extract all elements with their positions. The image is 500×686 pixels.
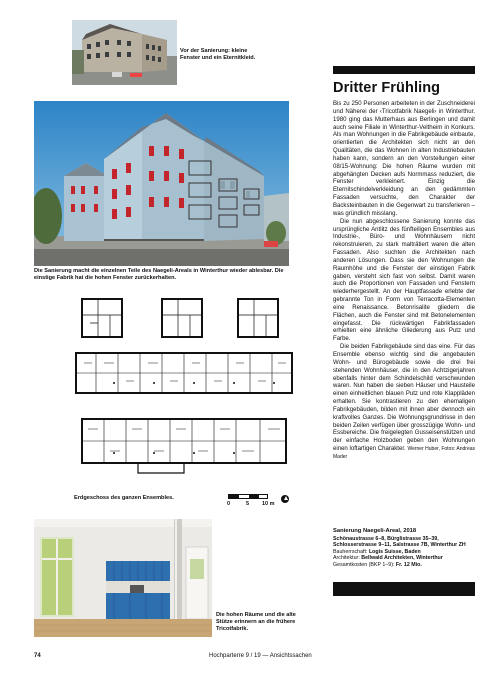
scale-label-0: 0 bbox=[227, 501, 231, 507]
scale-bar-fill bbox=[229, 495, 239, 498]
north-arrow-notch bbox=[284, 496, 288, 500]
project-address-line-2: Schlosserstrasse 9–11, Salstrasse 7B, Winterthur ZH bbox=[333, 542, 466, 549]
article-credit: Werner Huber, Fotos: Andreas Mader bbox=[333, 446, 476, 460]
ground-floor-plan bbox=[74, 293, 294, 493]
article-title: Dritter Frühling bbox=[333, 80, 441, 96]
bauherrschaft-row bbox=[333, 549, 475, 556]
project-address-line-1: Schönaustrasse 6–8, Bürglistrasse 35–39, bbox=[333, 535, 439, 542]
info-bottom-rule bbox=[333, 582, 475, 596]
article-paragraph-3-text: Die beiden Fabrikgebäude sind das eine. Für das Ensemble ebenso wichtig sind die angebauten Wohn- und Bürogebäude sowie die drei frei stehenden Wohnhäuser, die in den Achtzigerjahren ebenfalls hinter dem Schindelschild verschwunden waren. Nun haben die sieben Häuser und Hausteile einen einheitlichen blauen Putz und rote Klappläden erhalten. Sie kontrastieren zu den ehemaligen Fabrikgebäuden, bilden mit ihnen aber dennoch ein kraftvolles Ganzes. Die Wohnungsgrundrisse in den beiden Zeilen verfügen über grosszügige Wohn- und Essbereiche. Die freigelegten Gusseisenstützen und der einfache Holzboden geben den Wohnungen einen loftartigen Charakter. bbox=[333, 344, 475, 453]
scale-bar bbox=[228, 494, 268, 499]
scale-bar-fill-2 bbox=[249, 495, 259, 498]
main-photo-caption: Die Sanierung macht die einzelnen Teile des Naegeli-Areals in Winterthur wieder ablesbar. Die einstige Fabrik hat die hohen Fenster zurückerhalten. bbox=[34, 268, 284, 281]
north-arrow-icon bbox=[281, 495, 289, 503]
footer-magazine: Hochparterre 9 / 19 bbox=[209, 653, 261, 659]
article-paragraph-3 bbox=[333, 344, 475, 462]
page-number: 74 bbox=[34, 653, 41, 659]
interior-photo bbox=[34, 519, 212, 637]
architektur-value: Bellwald Architekten, Winterthur bbox=[361, 555, 443, 562]
footer-section: Ansichtssachen bbox=[269, 653, 312, 659]
kosten-row bbox=[333, 562, 475, 569]
title-rule bbox=[333, 66, 475, 74]
project-info-heading: Sanierung Naegeli-Areal, 2018 bbox=[333, 528, 417, 534]
before-renovation-caption: Vor der Sanierung: kleine Fenster und ein Eternitkleid. bbox=[180, 48, 256, 61]
plan-caption: Erdgeschoss des ganzen Ensembles. bbox=[74, 495, 174, 501]
article-paragraph-1: Bis zu 250 Personen arbeiteten in der Zuschneiderei und Näherei der ‹Tricotfabrik Naegeli› in Winterthur. 1980 ging das Mutterhaus aus Berlingen und damit auch seine Filiale in Winterthur-Veltheim in Konkurs. Als man Wohnungen in die Fabrikgebäude einbaute, orientierten die Architekten sich nicht an den Qualitäten, die das Wohnen in alten Industriebauten haben kann, sondern an den Vorstellungen einer 08/15-Wohnung: Die hohen Räume wurden mit abgehängten Decken aufs Normmass reduziert, die Fenster verkleinert. Einzig die Eternitschindelverkleidung an den gedämmten Fassaden versuchte, den Charakter der Backsteinbauten in die Gegenwart zu transferieren – was gründlich misslang. bbox=[333, 101, 475, 217]
scale-label-10: 10 m bbox=[262, 501, 275, 507]
article-body bbox=[333, 101, 475, 462]
kosten-label: Gesamtkosten (BKP 1–9): bbox=[333, 561, 395, 568]
bauherrschaft-value: Logis Suisse, Baden bbox=[368, 548, 421, 555]
footer-magazine-line bbox=[209, 653, 312, 659]
article-paragraph-2: Die nun abgeschlossene Sanierung konnte das ursprüngliche Antlitz des fünfteiligen Ensembles aus Industrie-, Büro- und Wohnhäusern nicht rekonstruieren, zu stark malträtiert waren die alten Fassaden. Also suchten die Architekten nach anderen Lösungen. Dass sie den Wohnungen die Raumhöhe und die Fenster der einstigen Fabrik gaben, versteht sich fast von selbst. Damit waren auch die Proportionen von Fassaden und Fenstern wiederhergestellt. An der Hauptfassade erlebte der gebrannte Ton in Form von Terracotta-Elementen eine Renaissance. Betonrisalite gliedern die Flächen, auch die Fenster sind mit Betonelementen eingefasst. Die rückwärtigen Fabrikfassaden erhielten eine ähnliche Gliederung aus Putz und Farbe. bbox=[333, 218, 475, 343]
interior-caption: Die hohen Räume und die alte Stütze erinnern an die frühere Tricotfabrik. bbox=[216, 612, 296, 632]
architektur-row bbox=[333, 555, 475, 562]
scale-label-5: 5 bbox=[246, 501, 250, 507]
project-info bbox=[333, 528, 475, 569]
footer-separator: — bbox=[262, 653, 269, 659]
architektur-label: Architektur: bbox=[333, 555, 360, 562]
bauherrschaft-label: Bauherrschaft: bbox=[333, 548, 368, 555]
renovated-ensemble-photo bbox=[34, 101, 289, 266]
before-renovation-photo bbox=[72, 20, 177, 85]
kosten-value: Fr. 12 Mio. bbox=[395, 561, 422, 568]
